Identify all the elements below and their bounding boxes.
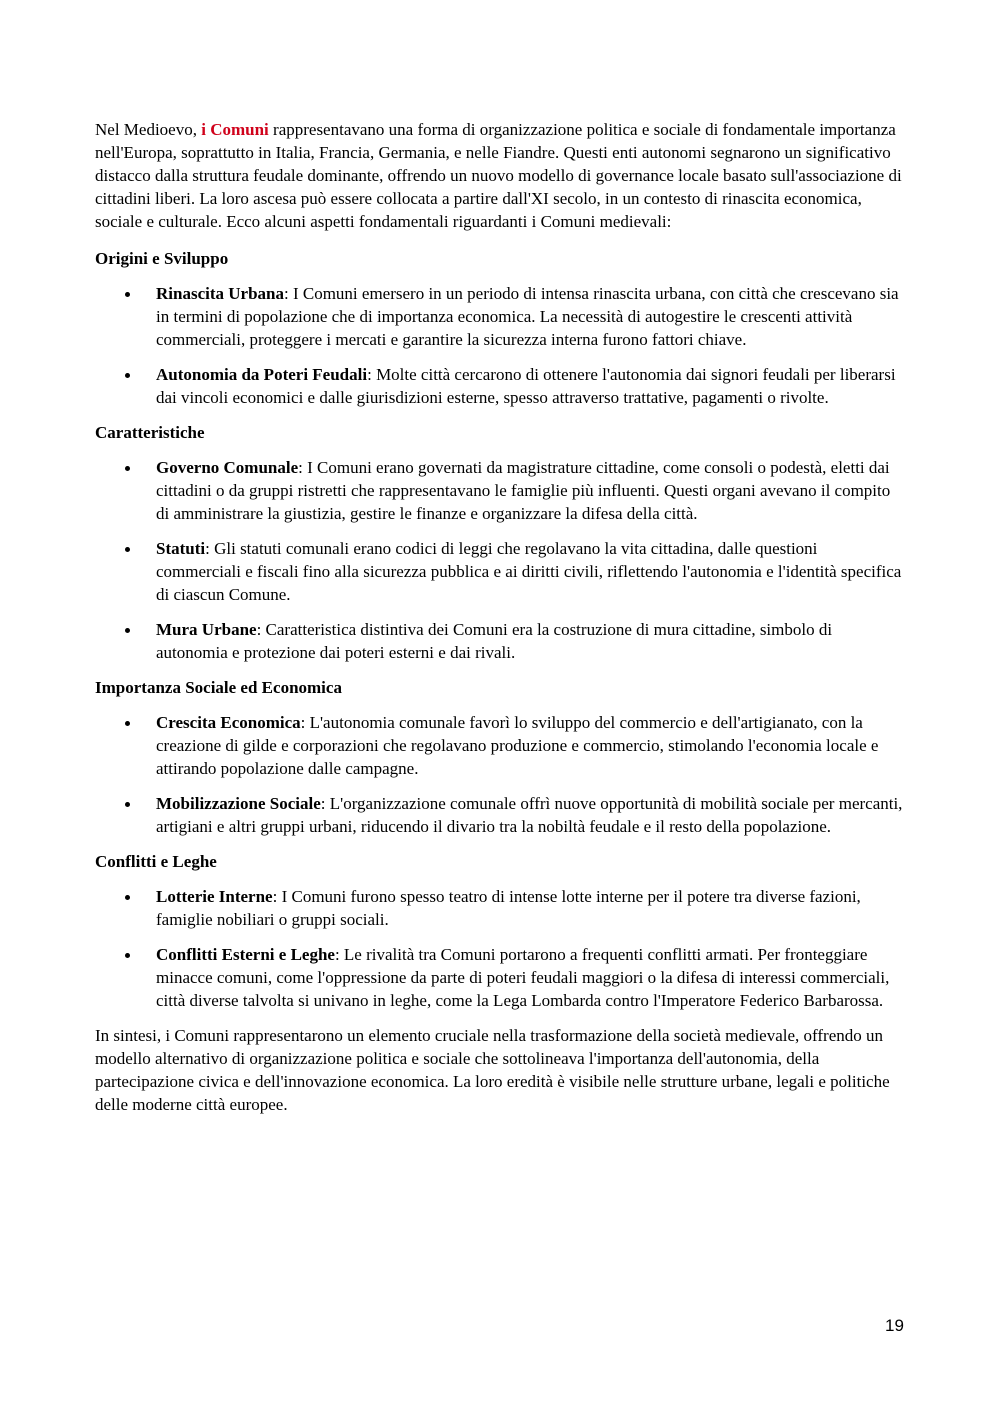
item-text: : I Comuni erano governati da magistrature cittadine, come consoli o podestà, eletti dai cittadini o da gruppi ristretti che rappresentavano le famiglie più influenti. Questi organi avevano il compito di amministrare la giustizia, gestire le finanze e organizzare la difesa della città. [156,458,891,523]
bullet-list [95,456,905,664]
item-term: Rinascita Urbana [156,284,284,303]
item-term: Autonomia da Poteri Feudali [156,365,368,384]
section-heading: Importanza Sociale ed Economica [95,678,342,697]
item-term: Lotterie Interne [156,887,273,906]
bullet-list [95,282,905,409]
list-item [95,711,905,780]
item-term: Mura Urbane [156,620,257,639]
list-item [95,943,905,1012]
item-term: Statuti [156,539,206,558]
section-heading: Conflitti e Leghe [95,852,217,871]
intro-text-after: rappresentavano una forma di organizzazione politica e sociale di fondamentale importanza nell'Europa, soprattutto in Italia, Francia, Germania, e nelle Fiandre. Questi enti autonomi segnarono un significativo distacco dalla struttura feudale dominante, offrendo un nuovo modello di governance locale basato sull'associazione di cittadini liberi. La loro ascesa può essere collocata a partire dall'XI secolo, in un contesto di rinascita economica, sociale e culturale. Ecco alcuni aspetti fondamentali riguardanti i Comuni medievali: [95,120,902,231]
section-heading: Caratteristiche [95,423,205,442]
item-term: Governo Comunale [156,458,299,477]
bullet-icon [125,721,130,726]
item-text: : Le rivalità tra Comuni portarono a frequenti conflitti armati. Per fronteggiare minacce comuni, come l'oppressione da parte di poteri feudali maggiori o la difesa di interessi commerciali, città diverse talvolta si univano in leghe, come la Lega Lombarda contro l'Imperatore Federico Barbarossa. [156,945,890,1010]
list-item [95,618,905,664]
bullet-list [95,711,905,838]
item-term: Mobilizzazione Sociale [156,794,321,813]
bullet-icon [125,628,130,633]
bullet-icon [125,895,130,900]
bullet-icon [125,373,130,378]
page-number: 19 [885,1316,904,1335]
intro-text-before: Nel Medioevo, [95,120,202,139]
item-text: : I Comuni furono spesso teatro di intense lotte interne per il potere tra diverse fazioni, famiglie nobiliari o gruppi sociali. [156,887,861,929]
item-term: Crescita Economica [156,713,301,732]
item-text: : L'autonomia comunale favorì lo sviluppo del commercio e dell'artigianato, con la creazione di gilde e corporazioni che regolavano produzione e commercio, stimolando l'economia locale e attirando popolazione dalle campagne. [156,713,879,778]
conclusion-paragraph: In sintesi, i Comuni rappresentarono un elemento cruciale nella trasformazione della società medievale, offrendo un modello alternativo di organizzazione politica e sociale che sottolineava l'importanza dell'autonomia, della partecipazione civica e dell'innovazione economica. La loro eredità è visibile nelle strutture urbane, legali e politiche delle moderne città europee. [95,1026,890,1114]
bullet-icon [125,953,130,958]
bullet-list [95,885,905,1012]
section-heading: Origini e Sviluppo [95,249,229,268]
bullet-icon [125,292,130,297]
item-text: : I Comuni emersero in un periodo di intensa rinascita urbana, con città che crescevano sia in termini di popolazione che di importanza economica. La necessità di autogestire le crescenti attività commerciali, proteggere i mercati e garantire la sicurezza interna furono fattori chiave. [156,284,899,349]
intro-highlight: i Comuni [201,120,269,139]
bullet-icon [125,802,130,807]
list-item [95,537,905,606]
item-term: Conflitti Esterni e Leghe [156,945,335,964]
list-item [95,363,905,409]
item-text: : Gli statuti comunali erano codici di leggi che regolavano la vita cittadina, dalle questioni commerciali e fiscali fino alla sicurezza pubblica e ai diritti civili, riflettendo l'autonomia e l'identità specifica di ciascun Comune. [156,539,902,604]
list-item [95,792,905,838]
bullet-icon [125,466,130,471]
item-text: : Caratteristica distintiva dei Comuni era la costruzione di mura cittadine, simbolo di autonomia e protezione dai poteri esterni e dai rivali. [156,620,833,662]
item-text: : Molte città cercarono di ottenere l'autonomia dai signori feudali per liberarsi dai vincoli economici e dalle giurisdizioni esterne, spesso attraverso trattative, pagamenti o rivolte. [156,365,896,407]
document-page [95,118,905,1116]
list-item [95,885,905,931]
bullet-icon [125,547,130,552]
list-item [95,456,905,525]
intro-paragraph [95,118,905,233]
item-text: : L'organizzazione comunale offrì nuove opportunità di mobilità sociale per mercanti, artigiani e altri gruppi urbani, riducendo il divario tra la nobiltà feudale e il resto della popolazione. [156,794,903,836]
list-item [95,282,905,351]
